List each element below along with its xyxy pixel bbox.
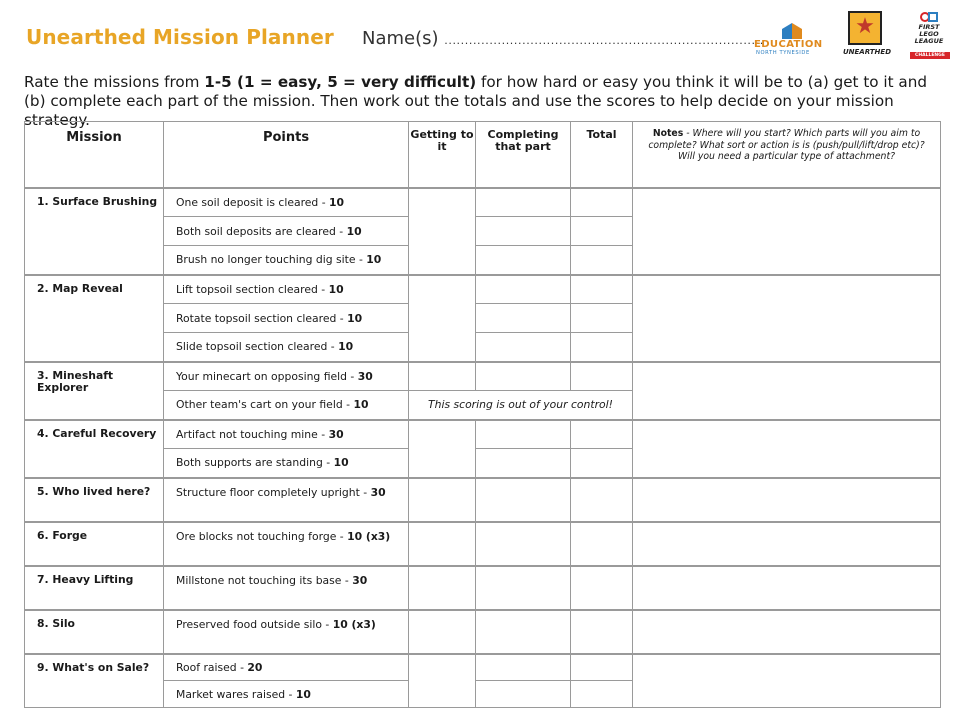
points-cell: Lift topsoil section cleared - 10: [164, 275, 409, 304]
fll-logo-line3: LEAGUE: [914, 37, 944, 45]
total-cell[interactable]: [571, 478, 633, 522]
points-desc: Ore blocks not touching forge: [176, 529, 337, 543]
header-total: Total: [571, 122, 633, 188]
points-desc: Your minecart on opposing field: [176, 369, 347, 383]
points-value: 10: [338, 340, 354, 354]
completing-cell[interactable]: [476, 304, 571, 333]
points-value: 10: [346, 224, 362, 238]
header-notes-text: - Where will you start? Which parts will you aim to complete? What sort or action is is (push/pull/lift/drop etc)? Will you need a particular type of attachment?: [648, 128, 925, 162]
header-completing: Completing that part: [476, 122, 571, 188]
points-value: 10: [347, 311, 363, 325]
name-label: Name(s): [362, 28, 439, 49]
getting-to-it-cell[interactable]: [409, 610, 476, 654]
getting-to-it-cell[interactable]: [409, 522, 476, 566]
name-dots: ..............................................................................: [444, 34, 764, 47]
completing-cell[interactable]: [476, 566, 571, 610]
points-cell: Market wares raised - 10: [164, 681, 409, 708]
points-desc: Rotate topsoil section cleared: [176, 311, 337, 325]
table-row: [25, 522, 941, 566]
points-desc: Slide topsoil section cleared: [176, 340, 328, 354]
table-row: [25, 610, 941, 654]
getting-to-it-cell[interactable]: [409, 362, 476, 391]
completing-cell[interactable]: [476, 217, 571, 246]
notes-cell[interactable]: [633, 610, 941, 654]
header-mission: Mission: [25, 122, 164, 188]
points-cell: Preserved food outside silo - 10 (x3): [164, 610, 409, 654]
points-desc: Roof raised: [176, 660, 237, 674]
points-cell: Rotate topsoil section cleared - 10: [164, 304, 409, 333]
points-value: 10 (x3): [332, 617, 376, 631]
completing-cell[interactable]: [476, 522, 571, 566]
completing-cell[interactable]: [476, 610, 571, 654]
points-desc: Millstone not touching its base: [176, 573, 342, 587]
first-lego-league-logo: [906, 11, 952, 59]
table-row: [25, 478, 941, 522]
points-cell: Ore blocks not touching forge - 10 (x3): [164, 522, 409, 566]
points-value: 20: [247, 660, 263, 674]
total-cell[interactable]: [571, 304, 633, 333]
points-value: 30: [357, 369, 373, 383]
completing-cell[interactable]: [476, 275, 571, 304]
header-notes: [633, 122, 941, 188]
completing-cell[interactable]: [476, 362, 571, 391]
notes-cell[interactable]: [633, 362, 941, 420]
total-cell[interactable]: [571, 217, 633, 246]
notes-cell[interactable]: [633, 522, 941, 566]
total-cell[interactable]: [571, 333, 633, 362]
total-cell[interactable]: [571, 566, 633, 610]
points-desc: Artifact not touching mine: [176, 427, 318, 441]
notes-cell[interactable]: [633, 188, 941, 275]
unearthed-logo-text: UNEARTHED: [842, 48, 892, 56]
total-cell[interactable]: [571, 362, 633, 391]
points-value: 30: [328, 427, 344, 441]
total-cell[interactable]: [571, 654, 633, 681]
education-north-tyneside-logo: [752, 22, 832, 58]
completing-cell[interactable]: [476, 478, 571, 522]
points-value: 10: [353, 398, 369, 412]
points-cell: Structure floor completely upright - 30: [164, 478, 409, 522]
header-points: Points: [164, 122, 409, 188]
points-cell: Both supports are standing - 10: [164, 449, 409, 478]
total-cell[interactable]: [571, 681, 633, 708]
notes-cell[interactable]: [633, 478, 941, 522]
points-value: 10: [366, 253, 382, 267]
table-row: [25, 654, 941, 681]
total-cell[interactable]: [571, 449, 633, 478]
points-cell: Slide topsoil section cleared - 10: [164, 333, 409, 362]
notes-cell[interactable]: [633, 566, 941, 610]
getting-to-it-cell[interactable]: [409, 275, 476, 362]
points-desc: Both supports are standing: [176, 456, 323, 470]
total-cell[interactable]: [571, 610, 633, 654]
points-desc: Preserved food outside silo: [176, 617, 322, 631]
header-getting-to-it: Getting to it: [409, 122, 476, 188]
table-row: [25, 188, 941, 217]
mission-planner-table: [24, 121, 941, 708]
mission-name: 9. What's on Sale?: [25, 654, 164, 708]
getting-to-it-cell[interactable]: [409, 420, 476, 478]
table-row: [25, 420, 941, 449]
points-desc: Brush no longer touching dig site: [176, 253, 356, 267]
mission-name: 8. Silo: [25, 610, 164, 654]
completing-cell[interactable]: [476, 654, 571, 681]
mission-name: 6. Forge: [25, 522, 164, 566]
header-notes-label: Notes: [652, 128, 684, 139]
points-value: 10: [328, 282, 344, 296]
points-cell: Both soil deposits are cleared - 10: [164, 217, 409, 246]
points-desc: Structure floor completely upright: [176, 485, 360, 499]
getting-to-it-cell[interactable]: [409, 188, 476, 275]
total-cell[interactable]: [571, 522, 633, 566]
education-logo-icon: [780, 22, 804, 40]
points-cell: Artifact not touching mine - 30: [164, 420, 409, 449]
fll-logo-text: [906, 24, 952, 45]
points-desc: Both soil deposits are cleared: [176, 224, 336, 238]
completing-cell[interactable]: [476, 188, 571, 217]
star-icon: ★: [855, 14, 875, 39]
unearthed-logo: [842, 11, 890, 59]
completing-cell[interactable]: [476, 333, 571, 362]
fll-logo-line1: FIRST: [918, 23, 940, 31]
mission-name: 7. Heavy Lifting: [25, 566, 164, 610]
mission-name: 1. Surface Brushing: [25, 188, 164, 275]
table-row: [25, 275, 941, 304]
instructions-scale: 1-5 (1 = easy, 5 = very difficult): [204, 73, 477, 91]
education-logo-subtext: NORTH TYNESIDE: [756, 50, 810, 56]
total-cell[interactable]: [571, 420, 633, 449]
points-value: 10 (x3): [347, 529, 391, 543]
getting-to-it-cell[interactable]: [409, 478, 476, 522]
total-cell[interactable]: [571, 188, 633, 217]
getting-to-it-cell[interactable]: [409, 566, 476, 610]
points-value: 10: [333, 456, 349, 470]
points-desc: Market wares raised: [176, 687, 286, 701]
points-value: 10: [329, 195, 345, 209]
total-cell[interactable]: [571, 275, 633, 304]
fll-logo-icon: [920, 11, 940, 23]
points-desc: Other team's cart on your field: [176, 398, 343, 412]
fll-challenge-badge: CHALLENGE: [910, 52, 950, 59]
name-field: [362, 28, 764, 49]
points-cell: Other team's cart on your field - 10: [164, 391, 409, 420]
instructions-part1: Rate the missions from: [24, 73, 205, 91]
completing-cell[interactable]: [476, 449, 571, 478]
points-value: 30: [352, 573, 368, 587]
points-desc: One soil deposit is cleared: [176, 195, 319, 209]
points-desc: Lift topsoil section cleared: [176, 282, 318, 296]
mission-name: 4. Careful Recovery: [25, 420, 164, 478]
table-row: [25, 362, 941, 391]
points-cell: Millstone not touching its base - 30: [164, 566, 409, 610]
mission-name: 3. Mineshaft Explorer: [25, 362, 164, 420]
instructions-part2: for how hard or easy you think it will be to (a) get to it and (b) complete each part of the mission. Then work out the totals and use the scores to help decide on your mission strategy.: [24, 73, 927, 129]
mission-name: 2. Map Reveal: [25, 275, 164, 362]
points-cell: One soil deposit is cleared - 10: [164, 188, 409, 217]
education-logo-text: EDUCATION: [754, 39, 823, 50]
completing-cell[interactable]: [476, 420, 571, 449]
points-cell: Roof raised - 20: [164, 654, 409, 681]
points-value: 30: [370, 485, 386, 499]
points-cell: Your minecart on opposing field - 30: [164, 362, 409, 391]
page-title: Unearthed Mission Planner: [26, 25, 334, 49]
mission-name: 5. Who lived here?: [25, 478, 164, 522]
notes-cell[interactable]: [633, 420, 941, 478]
notes-cell[interactable]: [633, 275, 941, 362]
getting-to-it-cell[interactable]: [409, 654, 476, 708]
completing-cell[interactable]: [476, 246, 571, 275]
notes-cell[interactable]: [633, 654, 941, 708]
points-value: 10: [295, 687, 311, 701]
fll-logo-line2: LEGO: [919, 30, 939, 38]
completing-cell[interactable]: [476, 681, 571, 708]
points-cell: Brush no longer touching dig site - 10: [164, 246, 409, 275]
table-row: [25, 566, 941, 610]
total-cell[interactable]: [571, 246, 633, 275]
out-of-control-note: This scoring is out of your control!: [409, 391, 633, 420]
